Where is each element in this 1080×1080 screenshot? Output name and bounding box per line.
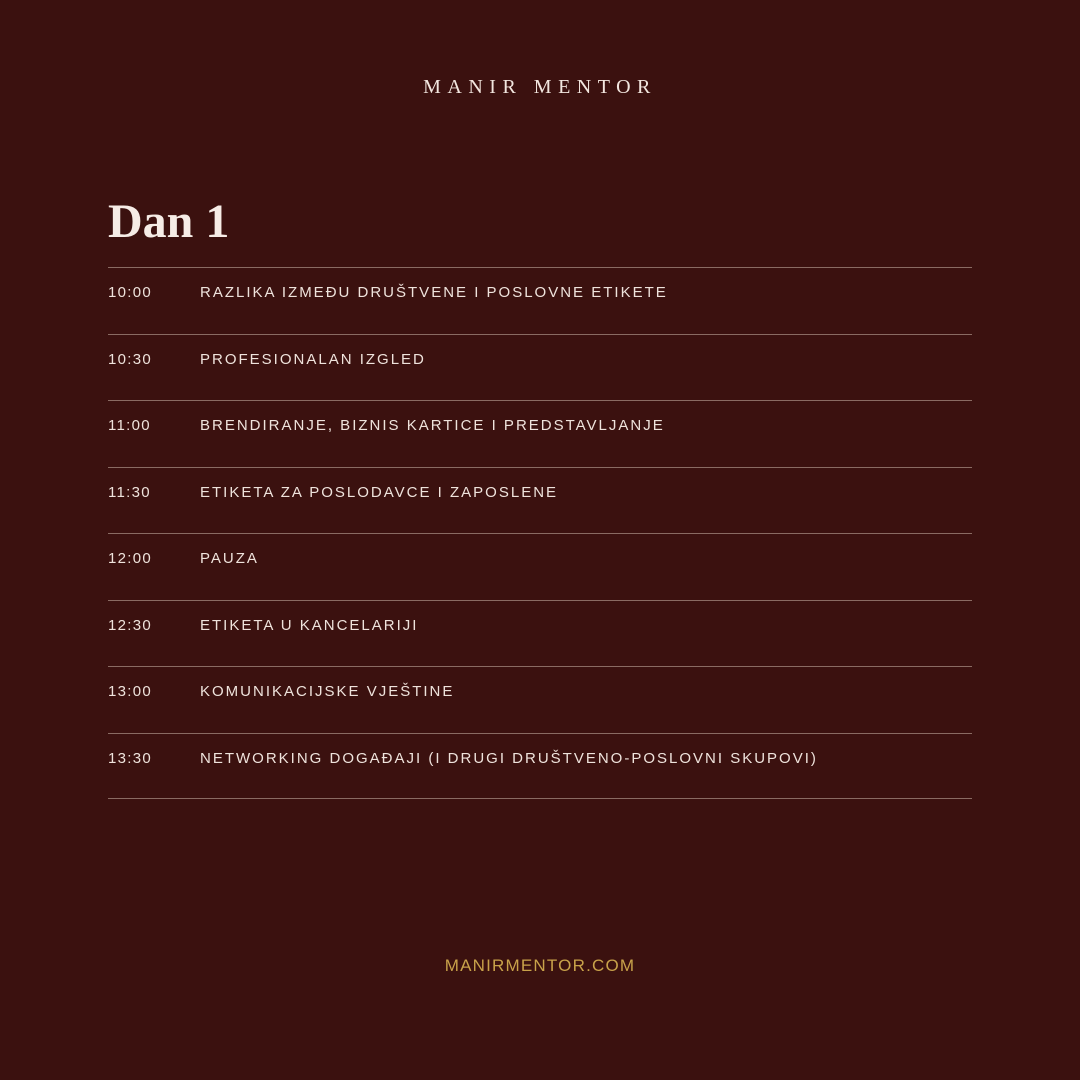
- table-row: [108, 467, 972, 534]
- row-time: 10:00: [108, 284, 153, 301]
- table-row: [108, 533, 972, 600]
- table-row: [108, 600, 972, 667]
- row-time: 12:00: [108, 550, 153, 567]
- row-time: 10:30: [108, 350, 153, 368]
- row-time: 11:30: [108, 483, 151, 501]
- row-time: 13:00: [108, 683, 153, 700]
- row-label: ETIKETA ZA POSLODAVCE I ZAPOSLENE: [200, 483, 559, 501]
- table-row: [108, 733, 972, 800]
- row-time: 12:30: [108, 616, 153, 634]
- row-label: PAUZA: [200, 550, 259, 567]
- website-link[interactable]: MANIRMENTOR.COM: [444, 956, 636, 975]
- row-time: 11:00: [108, 417, 151, 434]
- table-row: [108, 400, 972, 467]
- table-row: [108, 267, 972, 334]
- table-row: [108, 334, 972, 401]
- row-label: KOMUNIKACIJSKE VJEŠTINE: [200, 683, 455, 700]
- page-title: Dan 1: [108, 195, 230, 248]
- row-label: ETIKETA U KANCELARIJI: [200, 616, 419, 634]
- row-label: PROFESIONALAN IZGLED: [200, 350, 426, 368]
- table-row: [108, 666, 972, 733]
- row-label: NETWORKING DOGAĐAJI (I DRUGI DRUŠTVENO-POSLOVNI SKUPOVI): [200, 749, 818, 767]
- schedule-table: [108, 267, 972, 799]
- row-label: BRENDIRANJE, BIZNIS KARTICE I PREDSTAVLJANJE: [200, 417, 665, 434]
- brand-title: MANIR MENTOR: [423, 76, 657, 98]
- row-label: RAZLIKA IZMEĐU DRUŠTVENE I POSLOVNE ETIKETE: [200, 284, 668, 301]
- row-time: 13:30: [108, 749, 153, 767]
